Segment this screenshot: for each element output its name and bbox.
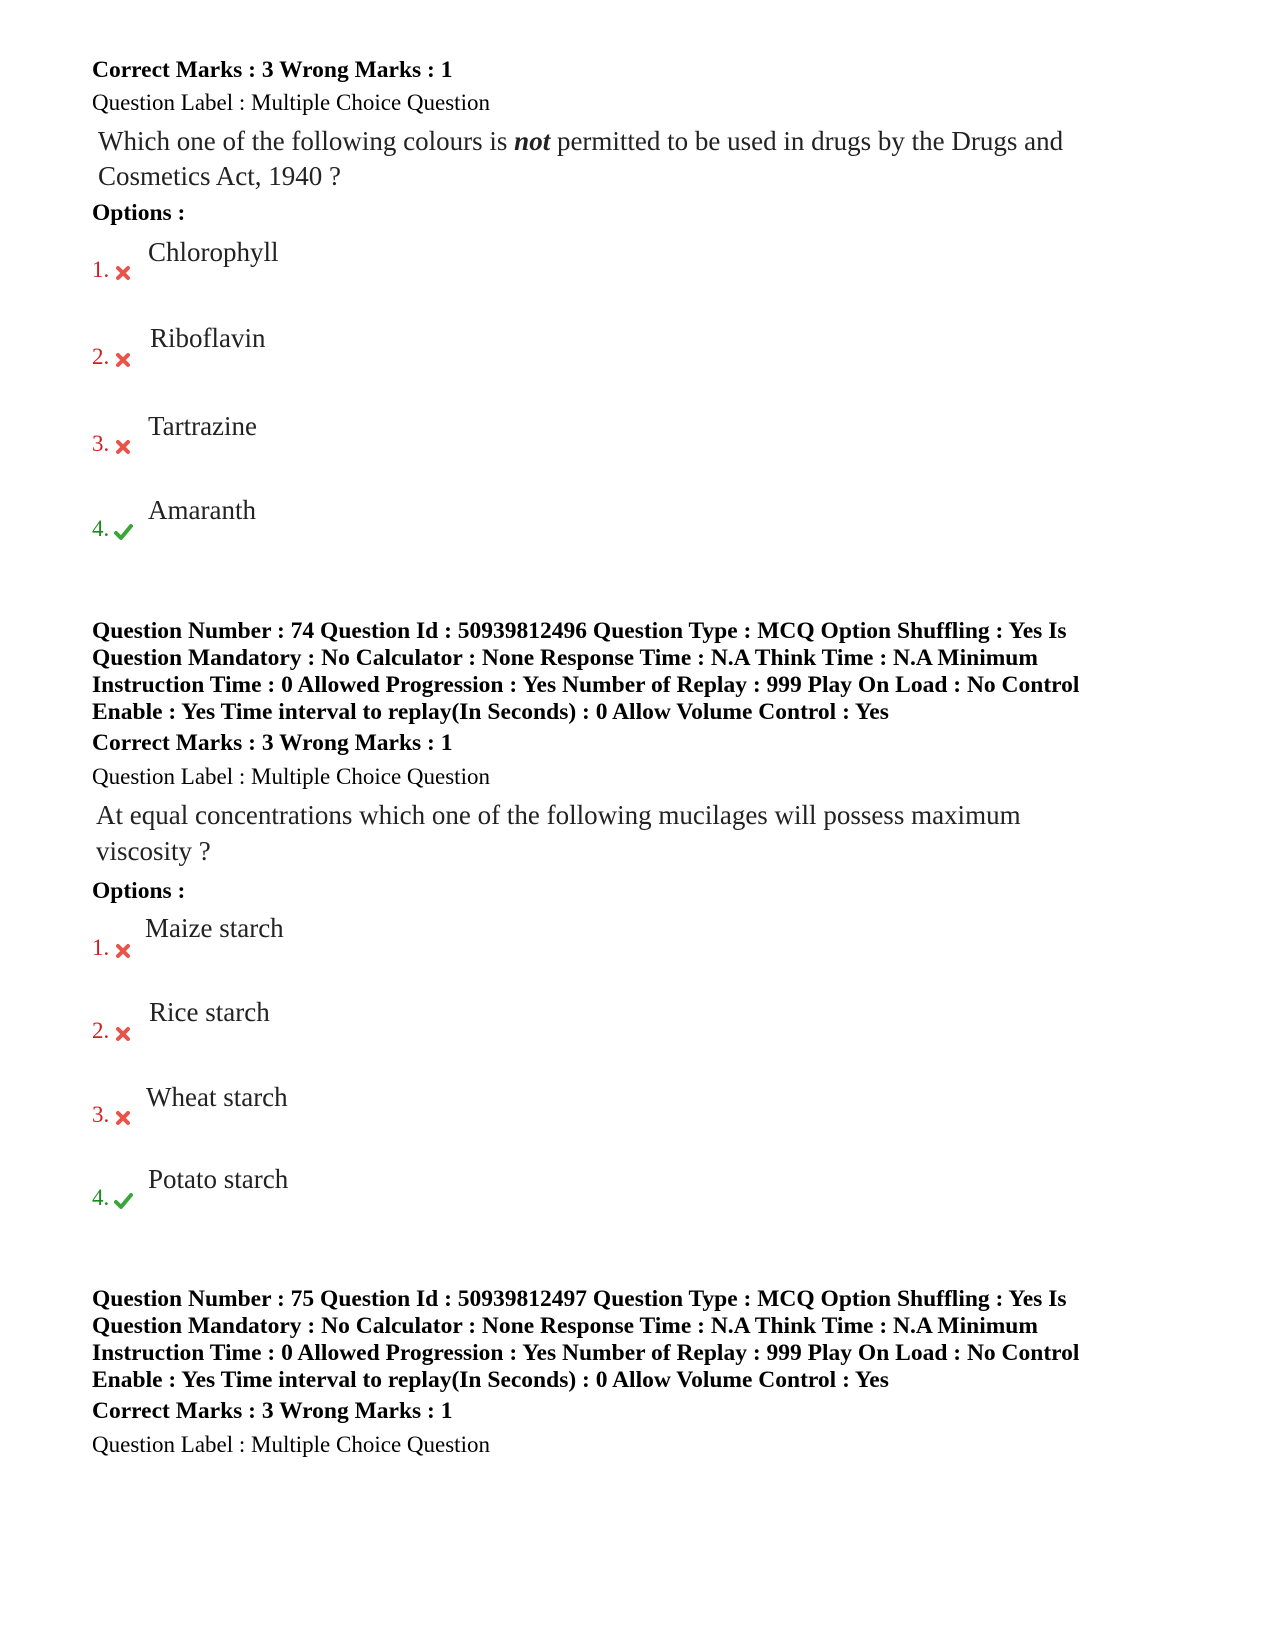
question-meta-line: Question Mandatory : No Calculator : None Response Time : N.A Think Time : N.A Minimum bbox=[92, 1313, 1038, 1339]
question-stem-line2: Cosmetics Act, 1940 ? bbox=[98, 161, 341, 191]
option-text: Potato starch bbox=[148, 1164, 289, 1194]
marks-line: Correct Marks : 3 Wrong Marks : 1 bbox=[92, 57, 453, 83]
marks-line: Correct Marks : 3 Wrong Marks : 1 bbox=[92, 730, 453, 756]
question-label: Question Label : Multiple Choice Question bbox=[92, 764, 490, 789]
cross-icon bbox=[113, 263, 133, 283]
stem-emphasis: not bbox=[514, 126, 551, 156]
options-heading: Options : bbox=[92, 878, 186, 904]
option-number: 2. bbox=[92, 343, 133, 371]
option-number: 1. bbox=[92, 256, 133, 284]
question-meta-line: Question Number : 74 Question Id : 50939812496 Question Type : MCQ Option Shuffling : Yes Is bbox=[92, 618, 1067, 644]
option-text: Amaranth bbox=[148, 495, 256, 525]
option-number: 4. bbox=[92, 515, 133, 543]
option-text: Wheat starch bbox=[146, 1082, 288, 1112]
question-meta-line: Instruction Time : 0 Allowed Progression : Yes Number of Replay : 999 Play On Load : No Control bbox=[92, 1340, 1080, 1366]
question-meta-line: Enable : Yes Time interval to replay(In Seconds) : 0 Allow Volume Control : Yes bbox=[92, 1367, 889, 1393]
option-number: 3. bbox=[92, 430, 133, 458]
question-meta-line: Question Mandatory : No Calculator : None Response Time : N.A Think Time : N.A Minimum bbox=[92, 645, 1038, 671]
option-text: Maize starch bbox=[145, 913, 284, 943]
cross-icon bbox=[113, 1024, 133, 1044]
stem-pre: Which one of the following colours is bbox=[98, 126, 515, 156]
question-label: Question Label : Multiple Choice Question bbox=[92, 1432, 490, 1457]
question-stem-line1: At equal concentrations which one of the following mucilages will possess maximum bbox=[96, 800, 1021, 830]
question-stem-line1 bbox=[98, 124, 1063, 159]
check-icon bbox=[113, 522, 133, 542]
option-number: 4. bbox=[92, 1184, 133, 1212]
cross-icon bbox=[113, 350, 133, 370]
stem-post: permitted to be used in drugs by the Drugs and bbox=[550, 126, 1064, 156]
option-text: Rice starch bbox=[149, 997, 270, 1027]
option-number: 3. bbox=[92, 1101, 133, 1129]
question-label: Question Label : Multiple Choice Question bbox=[92, 90, 490, 115]
question-meta-line: Instruction Time : 0 Allowed Progression : Yes Number of Replay : 999 Play On Load : No Control bbox=[92, 672, 1080, 698]
option-number: 2. bbox=[92, 1017, 133, 1045]
option-number: 1. bbox=[92, 934, 133, 962]
cross-icon bbox=[113, 437, 133, 457]
question-meta-line: Enable : Yes Time interval to replay(In Seconds) : 0 Allow Volume Control : Yes bbox=[92, 699, 889, 725]
check-icon bbox=[113, 1191, 133, 1211]
option-text: Riboflavin bbox=[150, 323, 266, 353]
cross-icon bbox=[113, 1108, 133, 1128]
marks-line: Correct Marks : 3 Wrong Marks : 1 bbox=[92, 1398, 453, 1424]
options-heading: Options : bbox=[92, 200, 186, 226]
question-meta-line: Question Number : 75 Question Id : 50939812497 Question Type : MCQ Option Shuffling : Yes Is bbox=[92, 1286, 1067, 1312]
option-text: Chlorophyll bbox=[148, 237, 279, 267]
question-stem-line2: viscosity ? bbox=[96, 836, 211, 866]
cross-icon bbox=[113, 941, 133, 961]
option-text: Tartrazine bbox=[148, 411, 258, 441]
